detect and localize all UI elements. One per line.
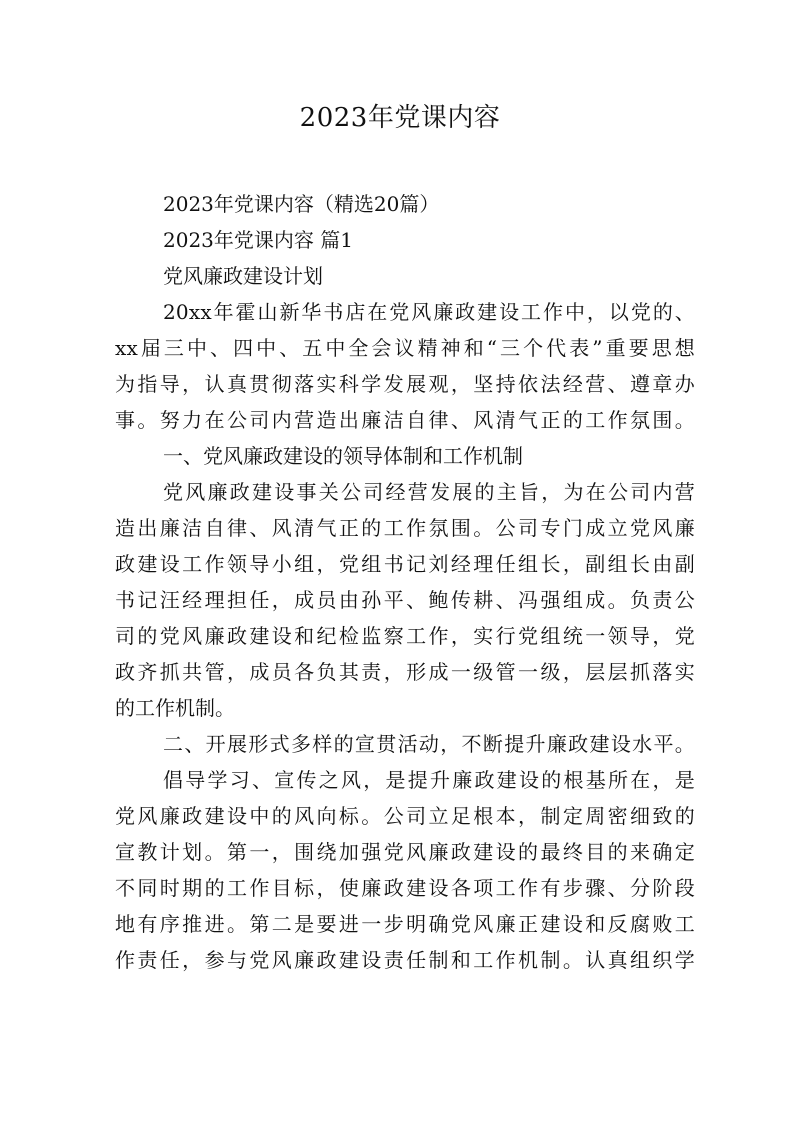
body-line: 政建设工作领导小组，党组书记刘经理任组长，副组长由副 [115, 552, 695, 576]
body-line: 20xx年霍山新华书店在党风廉政建设工作中，以党的、 [163, 300, 695, 324]
body-line: 作责任，参与党风廉政建设责任制和工作机制。认真组织学 [115, 948, 695, 972]
body-line: 不同时期的工作目标，使廉政建设各项工作有步骤、分阶段 [115, 876, 695, 900]
body-line: 倡导学习、宣传之风，是提升廉政建设的根基所在，是 [163, 768, 695, 792]
body-line: 2023年党课内容 篇1 [163, 228, 353, 252]
body-line: 一、党风廉政建设的领导体制和工作机制 [163, 444, 523, 468]
body-line: 地有序推进。第二是要进一步明确党风廉正建设和反腐败工 [115, 912, 695, 936]
body-line: 2023年党课内容（精选20篇） [163, 192, 440, 216]
body-line: 政齐抓共管，成员各负其责，形成一级管一级，层层抓落实 [115, 660, 695, 684]
body-line: 党风廉政建设事关公司经营发展的主旨，为在公司内营 [163, 480, 695, 504]
body-line: 书记汪经理担任，成员由孙平、鲍传耕、冯强组成。负责公 [115, 588, 695, 612]
body-line: 为指导，认真贯彻落实科学发展观，坚持依法经营、遵章办 [115, 372, 695, 396]
body-line: 二、开展形式多样的宣贯活动，不断提升廉政建设水平。 [163, 732, 695, 756]
body-line: 的工作机制。 [115, 696, 235, 720]
document-body [115, 186, 695, 978]
document-title: 2023年党课内容 [299, 103, 501, 133]
body-line: 造出廉洁自律、风清气正的工作氛围。公司专门成立党风廉 [115, 516, 695, 540]
body-line: 党风廉政建设中的风向标。公司立足根本，制定周密细致的 [115, 804, 695, 828]
body-line: xx届三中、四中、五中全会议精神和“三个代表”重要思想 [115, 336, 695, 360]
body-line: 司的党风廉政建设和纪检监察工作，实行党组统一领导，党 [115, 624, 695, 648]
body-line: 宣教计划。第一，围绕加强党风廉政建设的最终目的来确定 [115, 840, 695, 864]
body-line: 事。努力在公司内营造出廉洁自律、风清气正的工作氛围。 [115, 408, 695, 432]
body-line: 党风廉政建设计划 [163, 264, 323, 288]
